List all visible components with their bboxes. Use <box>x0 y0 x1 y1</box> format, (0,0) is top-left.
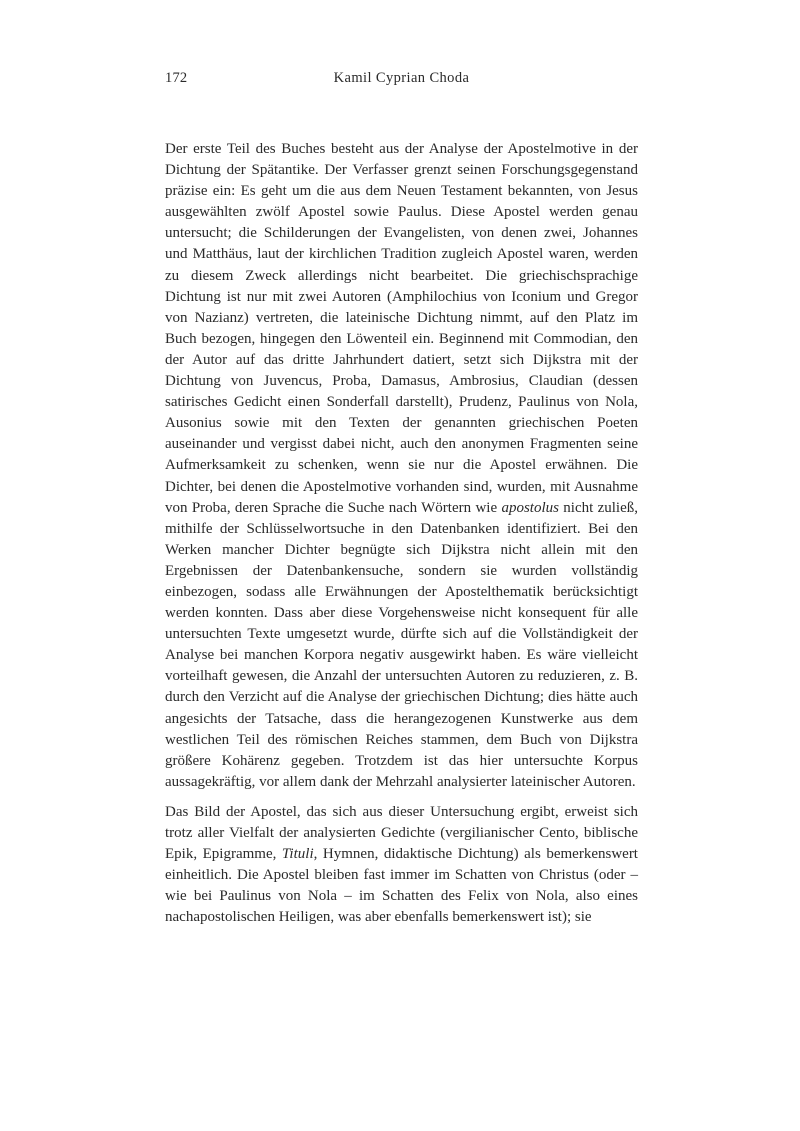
paragraph-2-italic-term: Tituli <box>281 846 314 863</box>
paragraph-2-text-after-italic: , Hymnen, didaktische Dichtung) als bemerkenswert einheitlich. Die Apostel bleiben fast immer im Schatten von Christus (oder – wie bei Paulinus von Nola – im Schatten des Felix von Nola, also eines nachapostolischen Heiligen, was aber ebenfalls bemerkenswert ist); sie <box>165 846 638 926</box>
paragraph-2-text-before-italic: Das Bild der Apostel, das sich aus dieser Untersuchung ergibt, erweist sich trotz aller Vielfalt der analysierten Gedichte (vergilianischer Cento, biblische Epik, Epigramme, <box>165 803 638 863</box>
running-header: Kamil Cyprian Choda <box>333 70 470 86</box>
paragraph-1-text-before-italic: Der erste Teil des Buches besteht aus der Analyse der Apostelmotive in der Dichtung der Spätantike. Der Verfasser grenzt seinen Forschungsgegenstand präzise ein: Es geht um die aus dem Neuen Testament bekannten, von Jesus ausgewählten zwölf Apostel sowie Paulus. Diese Apostel werden genau untersucht; die Schilderungen der Evangelisten, von denen zwei, Johannes und Matthäus, laut der kirchlichen Tradition zugleich Apostel waren, werden zu diesem Zweck allerdings nicht bearbeitet. Die griechischsprachige Dichtung ist nur mit zwei Autoren (Amphilochius von Iconium und Gregor von Nazianz) vertreten, die lateinische Dichtung nimmt, auf den Platz im Buch bezogen, hingegen den Löwenteil ein. Beginnend mit Commodian, den der Autor auf das dritte Jahrhundert datiert, setzt sich Dijkstra mit der Dichtung von Juvencus, Proba, Damasus, Ambrosius, Claudian (dessen satirisches Gedicht einen Sonderfall darstellt), Prudenz, Paulinus von Nola, Ausonius sowie mit den Texten der genannten griechischen Poeten auseinander und vergisst dabei nicht, auch den anonymen Fragmenten seine Aufmerksamkeit zu schenken, wenn sie nur die Apostel erwähnen. Die Dichter, bei denen die Apostelmotive vorhanden sind, wurden, mit Ausnahme von Proba, deren Sprache die Suche nach Wörtern wie <box>165 141 638 516</box>
paragraph-1 <box>165 139 638 793</box>
paragraph-1-italic-term: apostolus <box>501 499 559 516</box>
page-header <box>165 70 638 90</box>
page-number: 172 <box>165 70 188 86</box>
text-block <box>165 139 638 937</box>
paragraph-2 <box>165 802 638 929</box>
paragraph-1-text-after-italic: nicht zuließ, mithilfe der Schlüsselwortsuche in den Datenbanken identifiziert. Bei den Werken mancher Dichter begnügte sich Dijkstra nicht allein mit den Ergebnissen der Datenbankensuche, sondern sie wurden vollständig einbezogen, sodass alle Erwähnungen der Apostelthematik berücksichtigt werden konnten. Dass aber diese Vorgehensweise nicht konsequent für alle untersuchten Texte umgesetzt wurde, dürfte sich auf die Vollständigkeit der Analyse bei manchen Korpora negativ ausgewirkt haben. Es wäre vielleicht vorteilhaft gewesen, die Anzahl der untersuchten Autoren zu reduzieren, z. B. durch den Verzicht auf die Analyse der griechischen Dichtung; dies hätte auch angesichts der Tatsache, dass die herangezogenen Kunstwerke aus dem westlichen Teil des römischen Reiches stammen, dem Buch von Dijkstra größere Kohärenz gegeben. Trotzdem ist das hier untersuchte Korpus aussagekräftig, vor allem dank der Mehrzahl analysierter lateinischer Autoren. <box>165 499 638 790</box>
